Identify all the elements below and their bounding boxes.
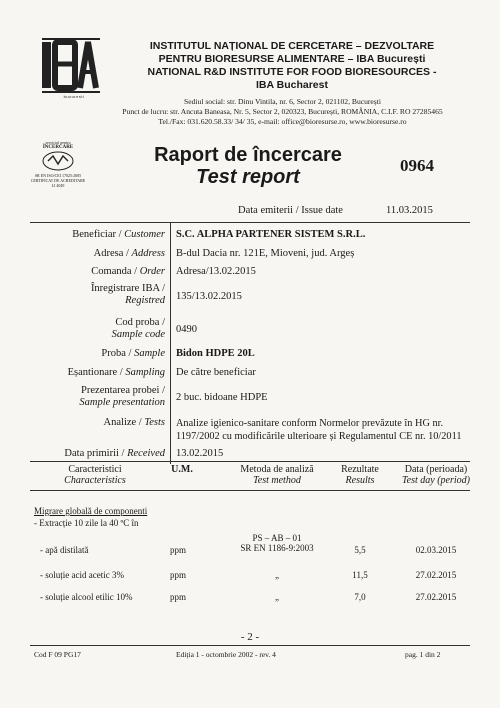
row-method: „ [275, 570, 279, 580]
issue-date-value: 11.03.2015 [386, 205, 433, 216]
footer-rule [30, 645, 470, 646]
institute-name-line-1: INSTITUTUL NAȚIONAL DE CERCETARE – DEZVOLTARE [149, 40, 435, 52]
issue-date-label: Data emiterii / Issue date [238, 205, 343, 216]
row-method: „ [275, 592, 279, 602]
accreditation-top: serviciul pentru [45, 140, 71, 145]
field-customer-label: Beneficiar / Customer [72, 229, 165, 240]
institute-name-line-2: PENTRU BIORESURSE ALIMENTARE – IBA București [158, 53, 426, 65]
col-method-header: Metoda de analiză Test method [240, 464, 314, 486]
field-sample-code-label: Cod proba / Sample code [111, 317, 165, 340]
col-unit-header: U.M. [171, 464, 193, 475]
row-date: 02.03.2015 [415, 545, 457, 555]
field-customer-value: S.C. ALPHA PARTENER SISTEM S.R.L. [176, 229, 366, 240]
row-unit: ppm [170, 592, 187, 602]
laboratory-seal-icon [41, 150, 75, 172]
field-received-label: Data primirii / Received [64, 448, 165, 459]
field-order-value: Adresa/13.02.2015 [176, 266, 256, 277]
field-sample-code-value: 0490 [176, 324, 197, 335]
field-address-value: B-dul Dacia nr. 121E, Mioveni, jud. Argeș [176, 248, 355, 259]
field-sample-value: Bidon HDPE 20L [176, 348, 255, 359]
report-title-ro: Raport de încercare [154, 144, 342, 166]
section-title: Migrare globală de componenti [34, 506, 148, 516]
row-result: 5,5 [354, 545, 366, 555]
method-line-1: PS – AB – 01 [252, 533, 302, 543]
row-name: - soluție acid acetic 3% [40, 570, 124, 580]
row-unit: ppm [170, 570, 187, 580]
institute-name-line-3: NATIONAL R&D INSTITUTE FOR FOOD BIORESOURCES - [147, 66, 437, 78]
field-sampling-value: De către beneficiar [176, 367, 256, 378]
row-name: - apă distilată [40, 545, 89, 555]
svg-text:IBA: IBA [71, 61, 85, 70]
table-header-rule [30, 490, 470, 491]
field-presentation-value: 2 buc. bidoane HDPE [176, 392, 268, 403]
field-tests-value: Analize igienico-sanitare conform Normelor prevăzute în HG nr. 1197/2002 cu modificările ulterioare și Regulamentul CE nr. 10/2011 [176, 418, 462, 442]
page-number: - 2 - [240, 631, 260, 643]
accreditation-line-1: SR EN ISO/CEI 17025:2005 [34, 173, 82, 178]
col-characteristics-header: Caracteristici Characteristics [64, 464, 126, 486]
field-tests-label: Analize / Tests [103, 417, 165, 428]
field-order-label: Comanda / Order [91, 266, 165, 277]
address-registered: Sediul social: str. Dinu Vintila, nr. 6, Sector 2, 021102, București [184, 97, 381, 106]
page-of: pag. 1 din 2 [405, 650, 441, 659]
field-presentation-label: Prezentarea probei / Sample presentation [79, 385, 165, 408]
accreditation-line-3: LI 4049 [51, 183, 65, 188]
edition: Ediția 1 - octombrie 2002 - rev. 4 [176, 650, 276, 659]
fields-divider [170, 222, 171, 464]
field-address-label: Adresa / Address [93, 248, 165, 259]
col-results-header: Rezultate Results [341, 464, 379, 486]
institute-name-line-4: IBA Bucharest [256, 79, 328, 91]
address-workplace: Punct de lucru: str. Ancuta Baneasa, Nr. 5, Sector 2, 020323, București, ROMÂNIA, C.I.F. RO 27285465 [122, 107, 443, 116]
accreditation-line-2: CERTIFICAT DE ACREDITARE [30, 178, 86, 183]
field-sampling-label: Eșantionare / Sampling [67, 367, 165, 378]
row-date: 27.02.2015 [415, 570, 457, 580]
field-registered-value: 135/13.02.2015 [176, 291, 242, 302]
fields-top-rule [30, 222, 470, 223]
section-subtitle: - Extracție 10 zile la 40 ºC în [34, 518, 139, 528]
contact-line: Tel./Fax: 031.620.58.33/ 34/ 35, e-mail: office@bioresurse.ro, www.bioresurse.ro [158, 117, 407, 126]
logo-subtext: bucuresti [63, 94, 85, 99]
fields-bottom-rule [30, 461, 470, 462]
form-code: Cod F 09 PG17 [34, 650, 81, 659]
report-title-en: Test report [196, 166, 300, 188]
col-date-header: Data (perioada) Test day (period) [402, 464, 470, 486]
method-line-2: SR EN 1186-9:2003 [240, 543, 314, 553]
row-name: - soluție alcool etilic 10% [40, 592, 133, 602]
field-sample-label: Proba / Sample [101, 348, 165, 359]
report-number: 0964 [400, 156, 434, 175]
field-registered-label: Înregistrare IBA / Registred [90, 283, 165, 306]
row-unit: ppm [170, 545, 187, 555]
row-result: 7,0 [354, 592, 366, 602]
accreditation-main: ÎNCERCARE [42, 145, 74, 150]
row-date: 27.02.2015 [415, 592, 457, 602]
field-received-value: 13.02.2015 [176, 448, 224, 459]
iba-logo [40, 36, 102, 96]
row-result: 11,5 [352, 570, 368, 580]
accreditation-mark [28, 140, 88, 188]
